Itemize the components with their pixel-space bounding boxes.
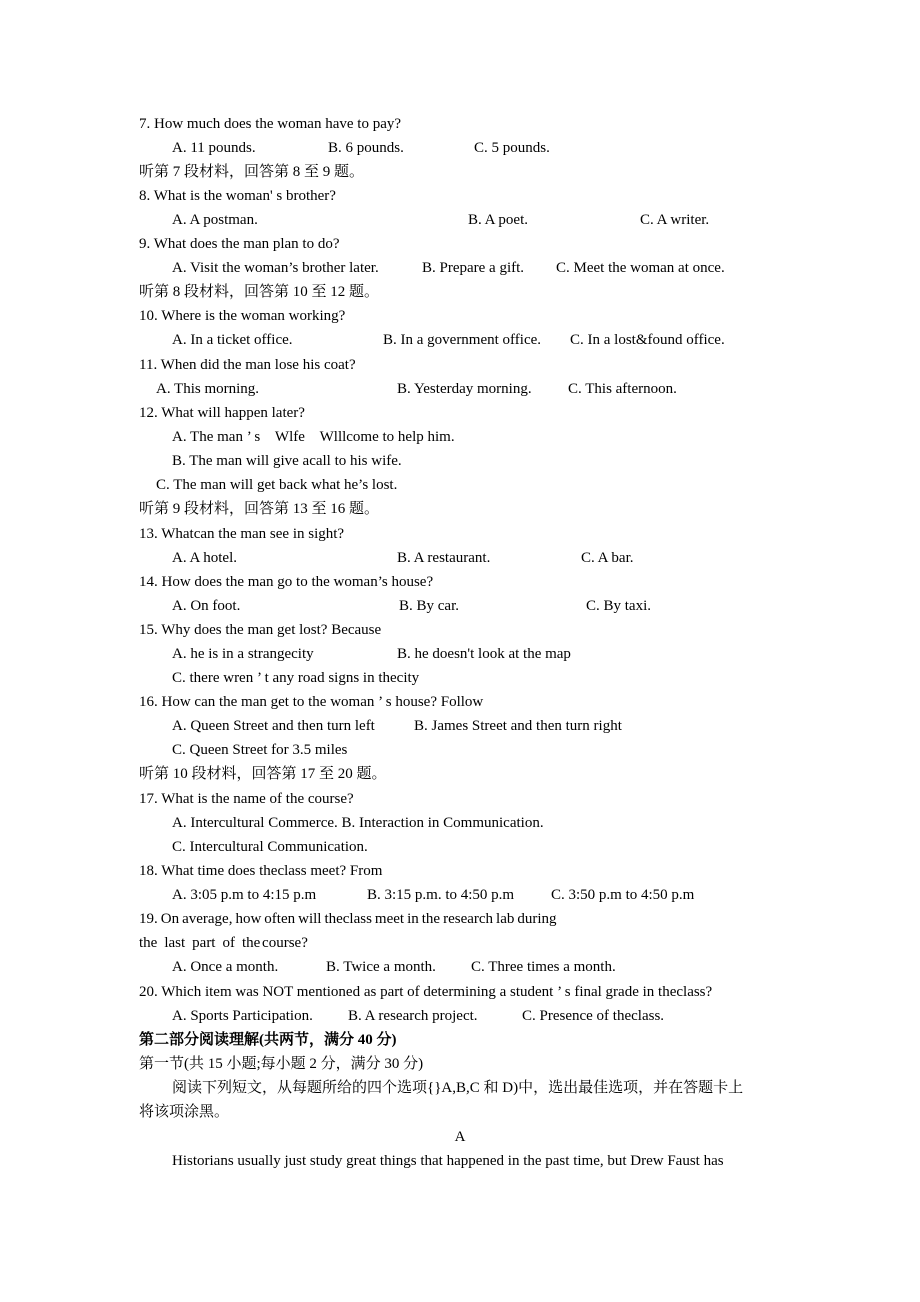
option-13b: B. A restaurant. — [397, 550, 491, 566]
passage-a-text: Historians usually just study great things that happened in the past time, but Drew Faust has — [172, 1153, 724, 1169]
section-instruction: 听第 7 段材料，回答第 8 至 9 题。 — [139, 164, 365, 180]
question-13: 13. Whatcan the man see in sight? — [139, 526, 345, 542]
option-16c: C. Queen Street for 3.5 miles — [172, 742, 348, 758]
option-9b: B. Prepare a gift. — [422, 260, 525, 276]
option-8a: A. A postman. — [172, 212, 258, 228]
option-8c: C. A writer. — [640, 212, 710, 228]
question-18: 18. What time does theclass meet? From — [139, 863, 383, 879]
question-12: 12. What will happen later? — [139, 405, 305, 421]
section-instruction: 听第 9 段材料，回答第 13 至 16 题。 — [139, 501, 380, 517]
section-one-heading: 第一节(共 15 小题;每小题 2 分，满分 30 分) — [139, 1056, 424, 1072]
option-11b: B. Yesterday morning. — [397, 381, 532, 397]
question-8: 8. What is the woman' s brother? — [139, 188, 336, 204]
option-10c: C. In a lost&found office. — [570, 332, 725, 348]
option-15b: B. he doesn't look at the map — [397, 646, 571, 662]
option-20c: C. Presence of theclass. — [522, 1008, 665, 1024]
option-13c: C. A bar. — [581, 550, 634, 566]
question-7: 7. How much does the woman have to pay? — [139, 116, 402, 132]
option-12b: B. The man will give acall to his wife. — [172, 453, 402, 469]
question-16: 16. How can the man get to the woman ’ s house? Follow — [139, 694, 484, 710]
option-10a: A. In a ticket office. — [172, 332, 293, 348]
question-9: 9. What does the man plan to do? — [139, 236, 340, 252]
question-14: 14. How does the man go to the woman’s house? — [139, 574, 434, 590]
reading-instruction-cont: 将该项涂黑。 — [139, 1104, 230, 1120]
question-17: 17. What is the name of the course? — [139, 791, 354, 807]
option-9c: C. Meet the woman at once. — [556, 260, 725, 276]
section-instruction: 听第 10 段材料，回答第 17 至 20 题。 — [139, 766, 387, 782]
section-instruction: 听第 8 段材料，回答第 10 至 12 题。 — [139, 284, 380, 300]
option-20b: B. A research project. — [348, 1008, 478, 1024]
passage-label: A — [454, 1129, 466, 1145]
question-19: 19. On average, how often will theclass meet in the research lab during — [139, 911, 557, 927]
option-19a: A. Once a month. — [172, 959, 279, 975]
option-7a: A. 11 pounds. — [172, 140, 256, 156]
option-11c: C. This afternoon. — [568, 381, 677, 397]
option-12c: C. The man will get back what he’s lost. — [156, 477, 398, 493]
option-16b: B. James Street and then turn right — [414, 718, 622, 734]
question-19-cont: the last part of the course? — [139, 935, 308, 951]
option-15a: A. he is in a strangecity — [172, 646, 314, 662]
question-10: 10. Where is the woman working? — [139, 308, 346, 324]
option-17ab: A. Intercultural Commerce. B. Interaction in Communication. — [172, 815, 544, 831]
question-15: 15. Why does the man get lost? Because — [139, 622, 382, 638]
option-7c: C. 5 pounds. — [474, 140, 550, 156]
option-12a: A. The man ’ s Wlfe Wlllcome to help him. — [172, 429, 455, 445]
option-11a: A. This morning. — [156, 381, 260, 397]
option-18c: C. 3:50 p.m to 4:50 p.m — [551, 887, 695, 903]
option-18b: B. 3:15 p.m. to 4:50 p.m — [367, 887, 515, 903]
option-9a: A. Visit the woman’s brother later. — [172, 260, 379, 276]
option-17c: C. Intercultural Communication. — [172, 839, 368, 855]
option-19b: B. Twice a month. — [326, 959, 436, 975]
option-15c: C. there wren ’ t any road signs in thecity — [172, 670, 420, 686]
option-7b: B. 6 pounds. — [328, 140, 404, 156]
option-16a: A. Queen Street and then turn left — [172, 718, 375, 734]
option-8b: B. A poet. — [468, 212, 529, 228]
option-13a: A. A hotel. — [172, 550, 238, 566]
option-14c: C. By taxi. — [586, 598, 652, 614]
option-20a: A. Sports Participation. — [172, 1008, 313, 1024]
option-10b: B. In a government office. — [383, 332, 542, 348]
reading-instruction: 阅读下列短文，从每题所给的四个选项{}A,B,C 和 D)中，选出最佳选项，并在答题卡上 — [172, 1080, 744, 1096]
question-20: 20. Which item was NOT mentioned as part of determining a student ’ s final grade in theclass? — [139, 984, 713, 1000]
option-14b: B. By car. — [399, 598, 459, 614]
option-19c: C. Three times a month. — [471, 959, 616, 975]
option-18a: A. 3:05 p.m to 4:15 p.m — [172, 887, 317, 903]
option-14a: A. On foot. — [172, 598, 241, 614]
question-11: 11. When did the man lose his coat? — [139, 357, 356, 373]
part-two-heading: 第二部分阅读理解(共两节，满分 40 分) — [139, 1032, 397, 1048]
